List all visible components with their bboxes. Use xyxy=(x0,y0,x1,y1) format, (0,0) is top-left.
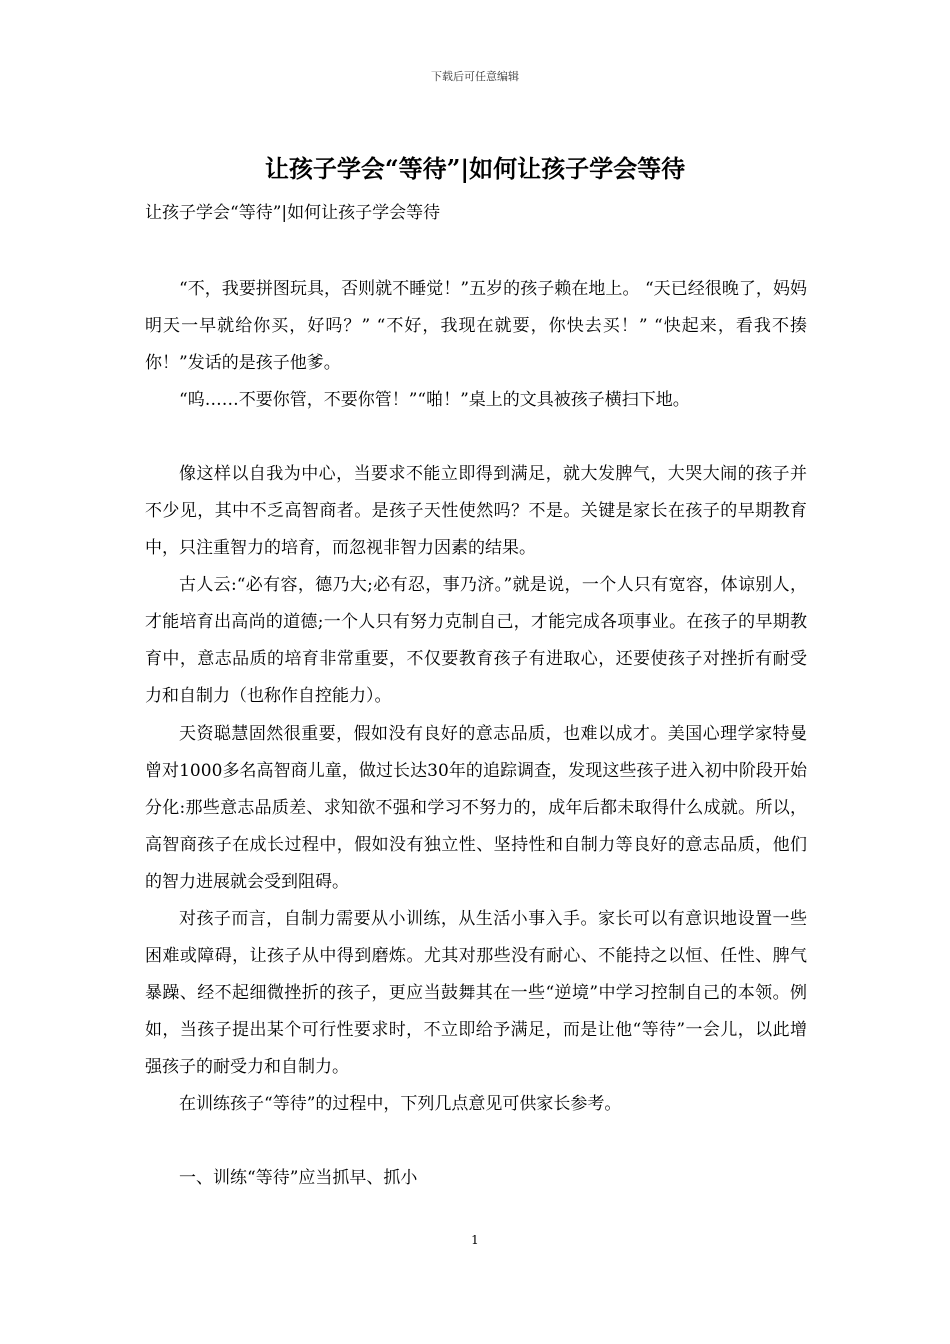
paragraph-advice-intro: 在训练孩子“等待”的过程中，下列几点意见可供家长参考。 xyxy=(179,1094,622,1114)
section-heading-1: 一、训练“等待”应当抓早、抓小 xyxy=(179,1168,418,1188)
document-title: 让孩子学会“等待”|如何让孩子学会等待 xyxy=(264,154,686,183)
paragraph-egocentric: 像这样以自我为中心，当要求不能立即得到满足，就大发脾气，大哭大闹的孩子并不少见，其中不乏高智商者。是孩子天性使然吗？不是。关键是家长在孩子的早期教育中，只注重智力的培育，而忽视非智力因素的结果。 xyxy=(145,464,807,558)
paragraph-dialogue-1: “不，我要拼图玩具，否则就不睡觉！”五岁的孩子赖在地上。 “天已经很晚了，妈妈明天一早就给你买，好吗？” “不好，我现在就要，你快去买！” “快起来，看我不揍你！”发话的是孩子他爹。 xyxy=(145,279,807,373)
paragraph-self-control: 对孩子而言，自制力需要从小训练，从生活小事入手。家长可以有意识地设置一些困难或障碍，让孩子从中得到磨炼。尤其对那些没有耐心、不能持之以恒、任性、脾气暴躁、经不起细微挫折的孩子，更应当鼓舞其在一些“逆境”中学习控制自己的本领。例如，当孩子提出某个可行性要求时，不立即给予满足，而是让他“等待”一会儿，以此增强孩子的耐受力和自制力。 xyxy=(145,909,807,1077)
paragraph-ancient-saying: 古人云:“必有容，德乃大;必有忍，事乃济。”就是说，一个人只有宽容，体谅别人，才能培育出高尚的道德;一个人只有努力克制自己，才能完成各项事业。在孩子的早期教育中，意志品质的培育非常重要，不仅要教育孩子有进取心，还要使孩子对挫折有耐受力和自制力（也称作自控能力）。 xyxy=(145,575,807,706)
header-note: 下载后可任意编辑 xyxy=(431,70,519,83)
page-number: 1 xyxy=(471,1233,479,1247)
document-subtitle: 让孩子学会“等待”|如何让孩子学会等待 xyxy=(145,203,441,223)
paragraph-dialogue-2: “呜……不要你管，不要你管！”“啪！”桌上的文具被孩子横扫下地。 xyxy=(179,390,690,410)
paragraph-talent: 天资聪慧固然很重要，假如没有良好的意志品质，也难以成才。美国心理学家特曼曾对1000多名高智商儿童，做过长达30年的追踪调查，发现这些孩子进入初中阶段开始分化:那些意志品质差、求知欲不强和学习不努力的，成年后都未取得什么成就。所以，高智商孩子在成长过程中，假如没有独立性、坚持性和自制力等良好的意志品质，他们的智力进展就会受到阻碍。 xyxy=(145,724,807,892)
